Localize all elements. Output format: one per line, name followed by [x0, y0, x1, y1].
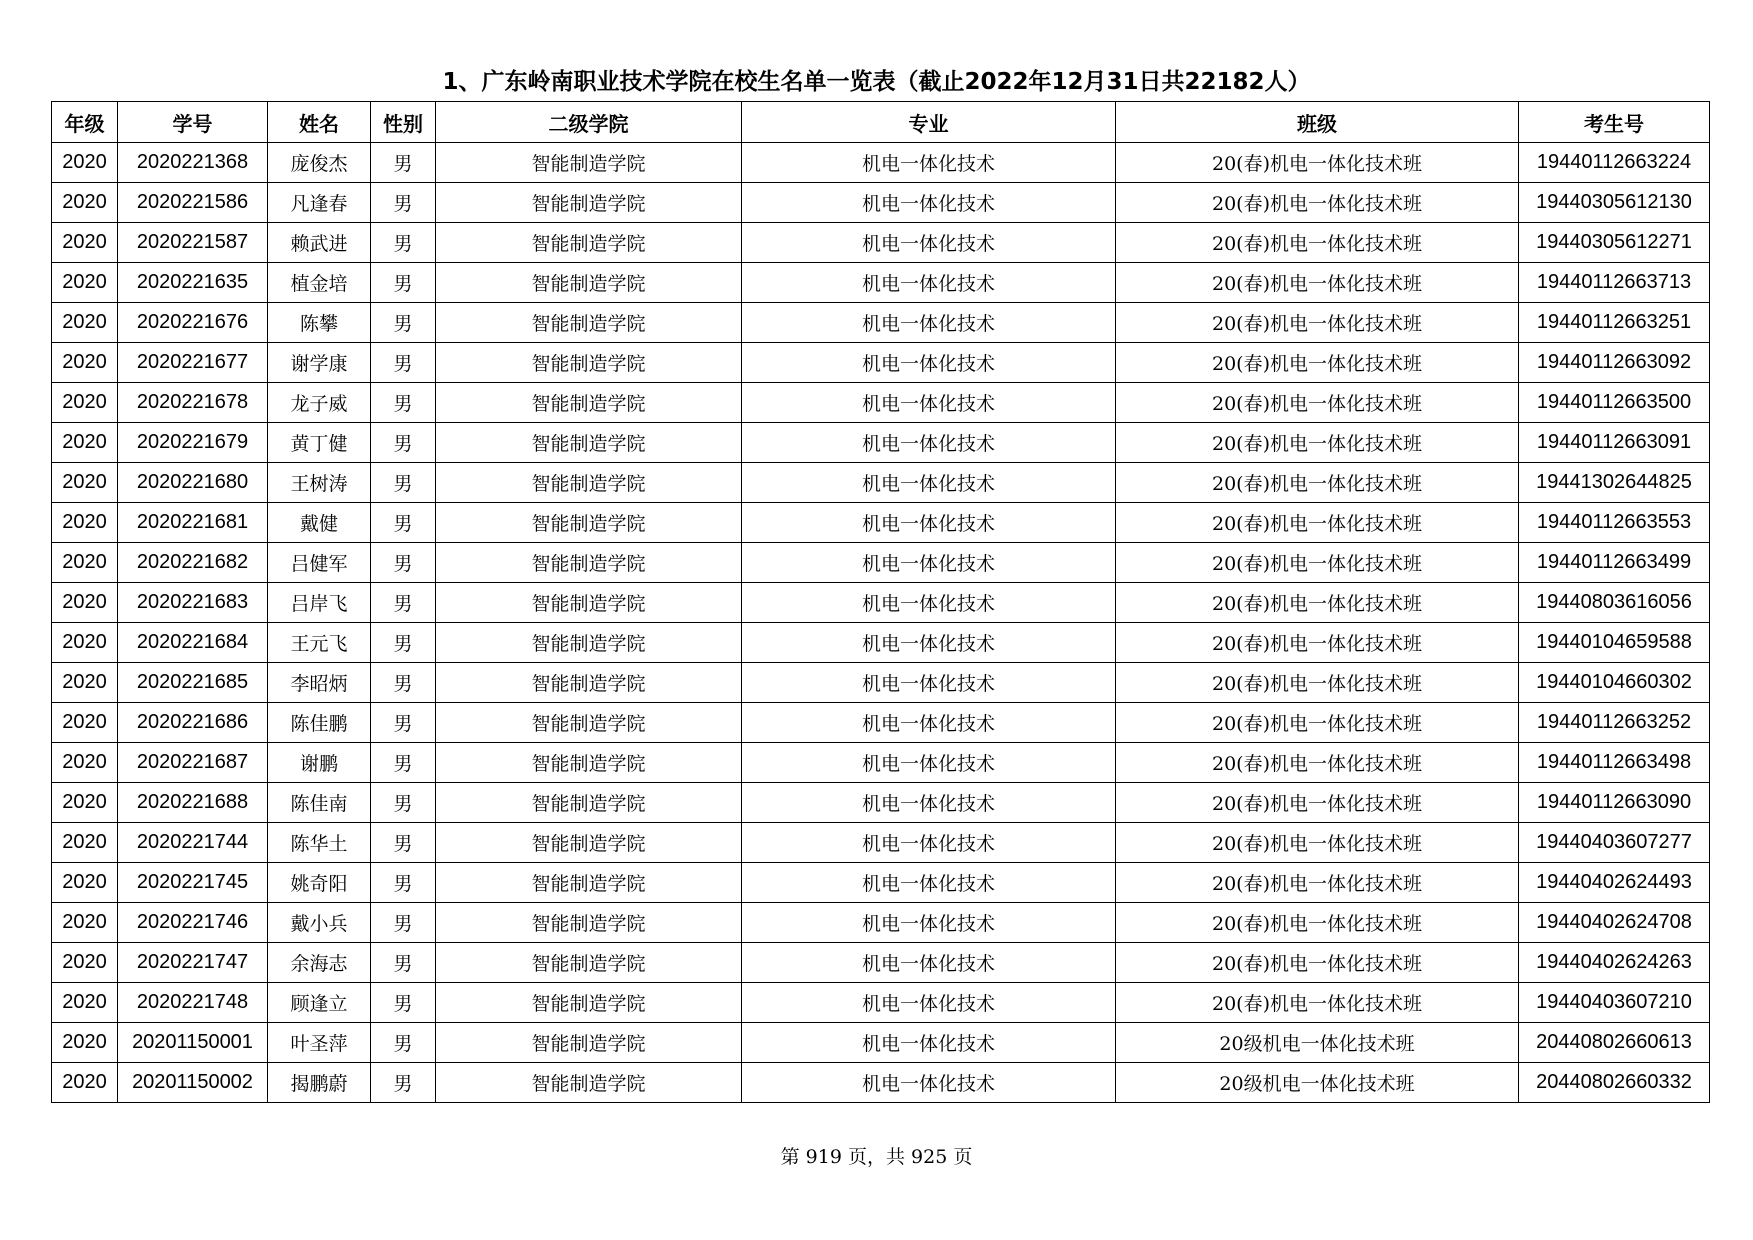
exam-number-cell: 19440112663224	[1519, 143, 1710, 183]
student-id-cell: 2020221747	[118, 943, 268, 983]
name-cell: 王树涛	[268, 463, 371, 503]
table-row	[52, 183, 1710, 223]
student-id-cell: 20201150001	[118, 1023, 268, 1063]
column-header-major: 专业	[742, 102, 1116, 143]
name-cell: 李昭炳	[268, 663, 371, 703]
column-header-name: 姓名	[268, 102, 371, 143]
exam-number-cell: 19440403607277	[1519, 823, 1710, 863]
college-cell: 智能制造学院	[436, 783, 742, 823]
college-cell: 智能制造学院	[436, 703, 742, 743]
table-row	[52, 223, 1710, 263]
name-cell: 王元飞	[268, 623, 371, 663]
major-cell: 机电一体化技术	[742, 863, 1116, 903]
exam-number-cell: 20440802660613	[1519, 1023, 1710, 1063]
name-cell: 凡逢春	[268, 183, 371, 223]
table-row	[52, 743, 1710, 783]
major-cell: 机电一体化技术	[742, 343, 1116, 383]
page-footer: 第 919 页，共 925 页	[780, 1146, 973, 1168]
name-cell: 陈攀	[268, 303, 371, 343]
class-cell: 20(春)机电一体化技术班	[1116, 463, 1519, 503]
gender-cell: 男	[371, 663, 436, 703]
grade-cell: 2020	[52, 903, 118, 943]
class-cell: 20(春)机电一体化技术班	[1116, 783, 1519, 823]
exam-number-cell: 19440402624263	[1519, 943, 1710, 983]
class-cell: 20(春)机电一体化技术班	[1116, 543, 1519, 583]
gender-cell: 男	[371, 503, 436, 543]
table-row	[52, 703, 1710, 743]
gender-cell: 男	[371, 183, 436, 223]
major-cell: 机电一体化技术	[742, 823, 1116, 863]
exam-number-cell: 19440112663091	[1519, 423, 1710, 463]
table-row	[52, 423, 1710, 463]
class-cell: 20(春)机电一体化技术班	[1116, 703, 1519, 743]
table-row	[52, 543, 1710, 583]
grade-cell: 2020	[52, 383, 118, 423]
table-row	[52, 943, 1710, 983]
table-row	[52, 863, 1710, 903]
gender-cell: 男	[371, 1023, 436, 1063]
table-header-row	[52, 102, 1710, 143]
college-cell: 智能制造学院	[436, 383, 742, 423]
grade-cell: 2020	[52, 1023, 118, 1063]
major-cell: 机电一体化技术	[742, 463, 1116, 503]
college-cell: 智能制造学院	[436, 143, 742, 183]
major-cell: 机电一体化技术	[742, 1023, 1116, 1063]
table-row	[52, 383, 1710, 423]
college-cell: 智能制造学院	[436, 303, 742, 343]
exam-number-cell: 19440112663500	[1519, 383, 1710, 423]
college-cell: 智能制造学院	[436, 983, 742, 1023]
table-row	[52, 903, 1710, 943]
gender-cell: 男	[371, 583, 436, 623]
student-id-cell: 20201150002	[118, 1063, 268, 1103]
exam-number-cell: 20440802660332	[1519, 1063, 1710, 1103]
name-cell: 叶圣萍	[268, 1023, 371, 1063]
class-cell: 20(春)机电一体化技术班	[1116, 983, 1519, 1023]
student-id-cell: 2020221586	[118, 183, 268, 223]
class-cell: 20(春)机电一体化技术班	[1116, 503, 1519, 543]
grade-cell: 2020	[52, 783, 118, 823]
class-cell: 20(春)机电一体化技术班	[1116, 743, 1519, 783]
grade-cell: 2020	[52, 623, 118, 663]
name-cell: 戴健	[268, 503, 371, 543]
table-row	[52, 1023, 1710, 1063]
college-cell: 智能制造学院	[436, 1063, 742, 1103]
major-cell: 机电一体化技术	[742, 623, 1116, 663]
gender-cell: 男	[371, 943, 436, 983]
grade-cell: 2020	[52, 183, 118, 223]
student-id-cell: 2020221688	[118, 783, 268, 823]
gender-cell: 男	[371, 823, 436, 863]
grade-cell: 2020	[52, 983, 118, 1023]
student-id-cell: 2020221745	[118, 863, 268, 903]
college-cell: 智能制造学院	[436, 223, 742, 263]
student-id-cell: 2020221744	[118, 823, 268, 863]
name-cell: 龙子威	[268, 383, 371, 423]
table-row	[52, 263, 1710, 303]
student-id-cell: 2020221676	[118, 303, 268, 343]
class-cell: 20(春)机电一体化技术班	[1116, 663, 1519, 703]
name-cell: 戴小兵	[268, 903, 371, 943]
major-cell: 机电一体化技术	[742, 743, 1116, 783]
college-cell: 智能制造学院	[436, 823, 742, 863]
grade-cell: 2020	[52, 583, 118, 623]
college-cell: 智能制造学院	[436, 663, 742, 703]
grade-cell: 2020	[52, 343, 118, 383]
table-row	[52, 823, 1710, 863]
gender-cell: 男	[371, 983, 436, 1023]
exam-number-cell: 19440104659588	[1519, 623, 1710, 663]
class-cell: 20级机电一体化技术班	[1116, 1063, 1519, 1103]
class-cell: 20(春)机电一体化技术班	[1116, 183, 1519, 223]
grade-cell: 2020	[52, 463, 118, 503]
grade-cell: 2020	[52, 743, 118, 783]
table-row	[52, 1063, 1710, 1103]
gender-cell: 男	[371, 743, 436, 783]
exam-number-cell: 19440112663713	[1519, 263, 1710, 303]
table-row	[52, 303, 1710, 343]
class-cell: 20(春)机电一体化技术班	[1116, 943, 1519, 983]
student-id-cell: 2020221682	[118, 543, 268, 583]
college-cell: 智能制造学院	[436, 903, 742, 943]
exam-number-cell: 19440112663251	[1519, 303, 1710, 343]
college-cell: 智能制造学院	[436, 943, 742, 983]
exam-number-cell: 19440112663498	[1519, 743, 1710, 783]
column-header-exam-number: 考生号	[1519, 102, 1710, 143]
class-cell: 20(春)机电一体化技术班	[1116, 383, 1519, 423]
class-cell: 20级机电一体化技术班	[1116, 1023, 1519, 1063]
college-cell: 智能制造学院	[436, 583, 742, 623]
table-row	[52, 783, 1710, 823]
college-cell: 智能制造学院	[436, 263, 742, 303]
column-header-gender: 性别	[371, 102, 436, 143]
gender-cell: 男	[371, 423, 436, 463]
name-cell: 姚奇阳	[268, 863, 371, 903]
college-cell: 智能制造学院	[436, 503, 742, 543]
grade-cell: 2020	[52, 823, 118, 863]
college-cell: 智能制造学院	[436, 623, 742, 663]
grade-cell: 2020	[52, 863, 118, 903]
college-cell: 智能制造学院	[436, 343, 742, 383]
student-id-cell: 2020221687	[118, 743, 268, 783]
name-cell: 顾逢立	[268, 983, 371, 1023]
exam-number-cell: 19440112663252	[1519, 703, 1710, 743]
class-cell: 20(春)机电一体化技术班	[1116, 223, 1519, 263]
grade-cell: 2020	[52, 223, 118, 263]
major-cell: 机电一体化技术	[742, 783, 1116, 823]
name-cell: 谢学康	[268, 343, 371, 383]
table-row	[52, 663, 1710, 703]
exam-number-cell: 19441302644825	[1519, 463, 1710, 503]
class-cell: 20(春)机电一体化技术班	[1116, 863, 1519, 903]
gender-cell: 男	[371, 703, 436, 743]
student-id-cell: 2020221746	[118, 903, 268, 943]
class-cell: 20(春)机电一体化技术班	[1116, 583, 1519, 623]
grade-cell: 2020	[52, 423, 118, 463]
gender-cell: 男	[371, 783, 436, 823]
table-row	[52, 343, 1710, 383]
student-id-cell: 2020221677	[118, 343, 268, 383]
exam-number-cell: 19440112663092	[1519, 343, 1710, 383]
table-row	[52, 463, 1710, 503]
name-cell: 陈华土	[268, 823, 371, 863]
major-cell: 机电一体化技术	[742, 663, 1116, 703]
name-cell: 吕健军	[268, 543, 371, 583]
grade-cell: 2020	[52, 943, 118, 983]
gender-cell: 男	[371, 863, 436, 903]
major-cell: 机电一体化技术	[742, 183, 1116, 223]
name-cell: 植金培	[268, 263, 371, 303]
name-cell: 庞俊杰	[268, 143, 371, 183]
major-cell: 机电一体化技术	[742, 223, 1116, 263]
major-cell: 机电一体化技术	[742, 943, 1116, 983]
gender-cell: 男	[371, 463, 436, 503]
major-cell: 机电一体化技术	[742, 583, 1116, 623]
major-cell: 机电一体化技术	[742, 983, 1116, 1023]
college-cell: 智能制造学院	[436, 463, 742, 503]
exam-number-cell: 19440402624708	[1519, 903, 1710, 943]
class-cell: 20(春)机电一体化技术班	[1116, 143, 1519, 183]
name-cell: 黄丁健	[268, 423, 371, 463]
major-cell: 机电一体化技术	[742, 143, 1116, 183]
student-id-cell: 2020221587	[118, 223, 268, 263]
gender-cell: 男	[371, 903, 436, 943]
gender-cell: 男	[371, 223, 436, 263]
major-cell: 机电一体化技术	[742, 1063, 1116, 1103]
name-cell: 陈佳鹏	[268, 703, 371, 743]
student-id-cell: 2020221368	[118, 143, 268, 183]
grade-cell: 2020	[52, 143, 118, 183]
student-id-cell: 2020221748	[118, 983, 268, 1023]
college-cell: 智能制造学院	[436, 743, 742, 783]
exam-number-cell: 19440403607210	[1519, 983, 1710, 1023]
student-id-cell: 2020221686	[118, 703, 268, 743]
name-cell: 吕岸飞	[268, 583, 371, 623]
exam-number-cell: 19440112663499	[1519, 543, 1710, 583]
name-cell: 谢鹏	[268, 743, 371, 783]
student-id-cell: 2020221685	[118, 663, 268, 703]
column-header-class: 班级	[1116, 102, 1519, 143]
column-header-grade: 年级	[52, 102, 118, 143]
student-id-cell: 2020221679	[118, 423, 268, 463]
student-id-cell: 2020221681	[118, 503, 268, 543]
column-header-college: 二级学院	[436, 102, 742, 143]
exam-number-cell: 19440305612130	[1519, 183, 1710, 223]
gender-cell: 男	[371, 383, 436, 423]
exam-number-cell: 19440104660302	[1519, 663, 1710, 703]
gender-cell: 男	[371, 303, 436, 343]
grade-cell: 2020	[52, 543, 118, 583]
table-row	[52, 623, 1710, 663]
gender-cell: 男	[371, 263, 436, 303]
grade-cell: 2020	[52, 703, 118, 743]
major-cell: 机电一体化技术	[742, 303, 1116, 343]
table-row	[52, 583, 1710, 623]
major-cell: 机电一体化技术	[742, 263, 1116, 303]
column-header-student-id: 学号	[118, 102, 268, 143]
student-roster-table	[51, 101, 1710, 1103]
class-cell: 20(春)机电一体化技术班	[1116, 263, 1519, 303]
class-cell: 20(春)机电一体化技术班	[1116, 623, 1519, 663]
college-cell: 智能制造学院	[436, 1023, 742, 1063]
college-cell: 智能制造学院	[436, 423, 742, 463]
class-cell: 20(春)机电一体化技术班	[1116, 303, 1519, 343]
student-id-cell: 2020221680	[118, 463, 268, 503]
grade-cell: 2020	[52, 503, 118, 543]
table-row	[52, 503, 1710, 543]
student-id-cell: 2020221684	[118, 623, 268, 663]
name-cell: 揭鹏蔚	[268, 1063, 371, 1103]
name-cell: 赖武进	[268, 223, 371, 263]
class-cell: 20(春)机电一体化技术班	[1116, 423, 1519, 463]
student-id-cell: 2020221635	[118, 263, 268, 303]
exam-number-cell: 19440112663090	[1519, 783, 1710, 823]
page-title: 1、广东岭南职业技术学院在校生名单一览表（截止2022年12月31日共22182人）	[442, 69, 1311, 95]
grade-cell: 2020	[52, 1063, 118, 1103]
exam-number-cell: 19440305612271	[1519, 223, 1710, 263]
major-cell: 机电一体化技术	[742, 383, 1116, 423]
grade-cell: 2020	[52, 303, 118, 343]
table-row	[52, 983, 1710, 1023]
major-cell: 机电一体化技术	[742, 423, 1116, 463]
student-id-cell: 2020221683	[118, 583, 268, 623]
grade-cell: 2020	[52, 263, 118, 303]
college-cell: 智能制造学院	[436, 183, 742, 223]
major-cell: 机电一体化技术	[742, 543, 1116, 583]
major-cell: 机电一体化技术	[742, 703, 1116, 743]
major-cell: 机电一体化技术	[742, 503, 1116, 543]
gender-cell: 男	[371, 623, 436, 663]
gender-cell: 男	[371, 543, 436, 583]
grade-cell: 2020	[52, 663, 118, 703]
college-cell: 智能制造学院	[436, 863, 742, 903]
class-cell: 20(春)机电一体化技术班	[1116, 903, 1519, 943]
class-cell: 20(春)机电一体化技术班	[1116, 823, 1519, 863]
exam-number-cell: 19440112663553	[1519, 503, 1710, 543]
name-cell: 余海志	[268, 943, 371, 983]
college-cell: 智能制造学院	[436, 543, 742, 583]
gender-cell: 男	[371, 343, 436, 383]
gender-cell: 男	[371, 1063, 436, 1103]
exam-number-cell: 19440402624493	[1519, 863, 1710, 903]
name-cell: 陈佳南	[268, 783, 371, 823]
major-cell: 机电一体化技术	[742, 903, 1116, 943]
gender-cell: 男	[371, 143, 436, 183]
exam-number-cell: 19440803616056	[1519, 583, 1710, 623]
table-row	[52, 143, 1710, 183]
student-id-cell: 2020221678	[118, 383, 268, 423]
class-cell: 20(春)机电一体化技术班	[1116, 343, 1519, 383]
